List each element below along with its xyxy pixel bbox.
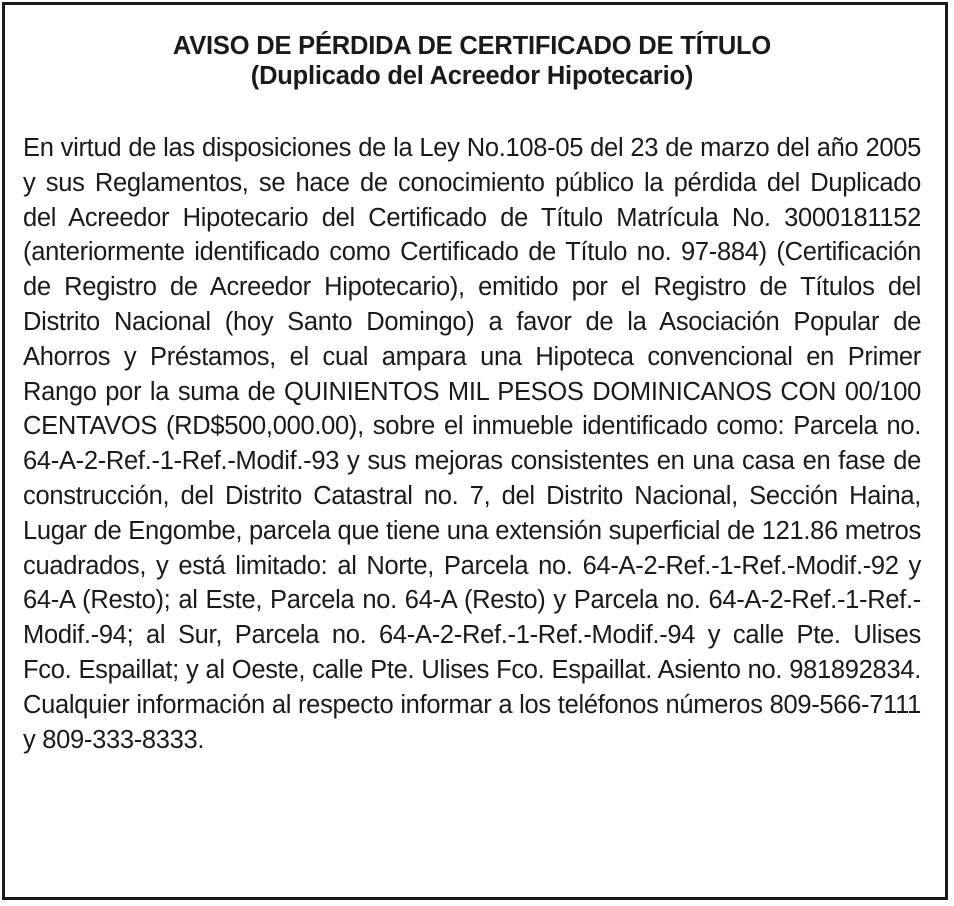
title-line-1: AVISO DE PÉRDIDA DE CERTIFICADO DE TÍTULO	[172, 32, 772, 60]
notice-box	[2, 2, 948, 900]
notice-body: En virtud de las disposiciones de la Ley No.108-05 del 23 de marzo del año 2005 y sus Reglamentos, se hace de conocimiento público la pérdida del Duplicado del Acreedor Hipotecario del Certificado de Título Matrícula No. 3000181152 (anteriormente identificado como Certificado de Título no. 97-884) (Certificación de Registro de Acreedor Hipotecario), emitido por el Registro de Títulos del Distrito Nacional (hoy Santo Domingo) a favor de la Asociación Popular de Ahorros y Préstamos, el cual ampara una Hipoteca convencional en Primer Rango por la suma de QUINIENTOS MIL PESOS DOMINICANOS CON 00/100 CENTAVOS (RD$500,000.00), sobre el inmueble identificado como: Parcela no. 64-A-2-Ref.-1-Ref.-Modif.-93 y sus mejoras consistentes en una casa en fase de construcción, del Distrito Catastral no. 7, del Distrito Nacional, Sección Haina, Lugar de Engombe, parcela que tiene una extensión superficial de 121.86 metros cuadrados, y está limitado: al Norte, Parcela no. 64-A-2-Ref.-1-Ref.-Modif.-92 y 64-A (Resto); al Este, Parcela no. 64-A (Resto) y Parcela no. 64-A-2-Ref.-1-Ref.-Modif.-94; al Sur, Parcela no. 64-A-2-Ref.-1-Ref.-Modif.-94 y calle Pte. Ulises Fco. Espaillat; y al Oeste, calle Pte. Ulises Fco. Espaillat. Asiento no. 981892834. Cualquier información al respecto informar a los teléfonos números 809-566-7111 y 809-333-8333.	[23, 134, 921, 754]
notice-title	[23, 31, 921, 91]
title-line-2: (Duplicado del Acreedor Hipotecario)	[250, 62, 694, 90]
